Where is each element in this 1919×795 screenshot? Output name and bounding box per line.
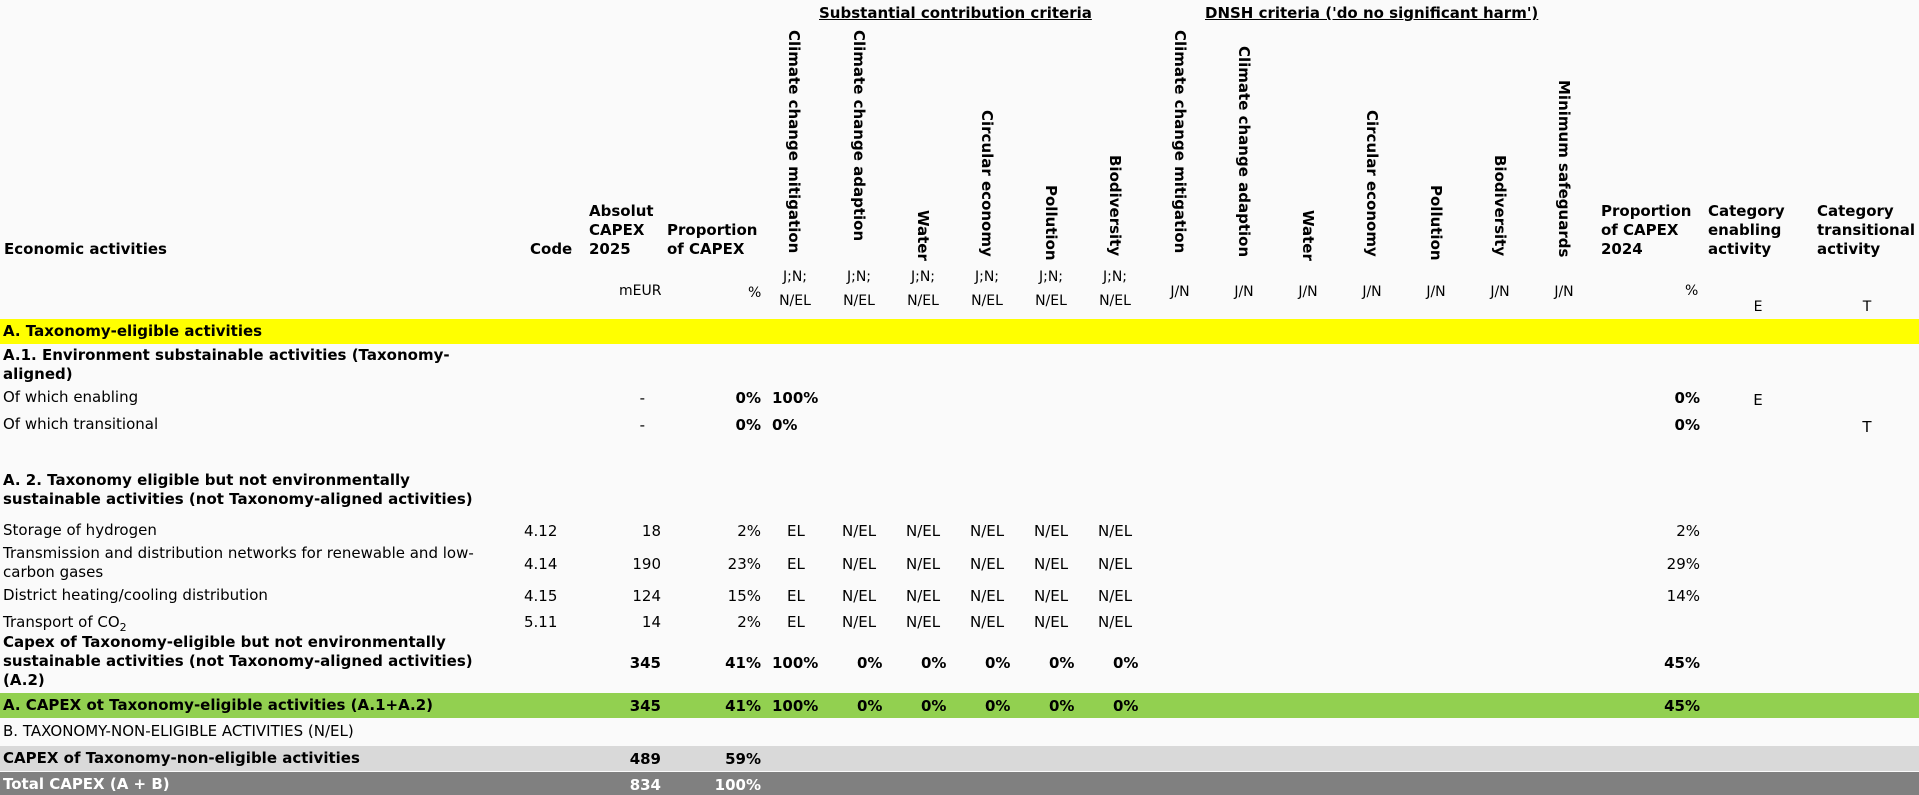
- row-label: Transmission and distribution networks for renewable and low-carbon gases: [3, 544, 474, 581]
- row-sc-pollution: N/EL: [1034, 613, 1069, 631]
- a2-total-sc-water: 0%: [921, 654, 947, 672]
- grand-total-proportion: 100%: [714, 776, 761, 794]
- row-sc-water: N/EL: [906, 613, 941, 631]
- row-sc-biodiversity: N/EL: [1098, 613, 1133, 631]
- row-sc-pollution: N/EL: [1034, 587, 1069, 605]
- a2-total-sc-mitigation: 100%: [772, 654, 819, 672]
- row-label: Storage of hydrogen: [3, 521, 157, 539]
- absolut-capex-header: Absolut CAPEX 2025: [589, 202, 654, 258]
- a-total-prop2024: 45%: [1664, 697, 1700, 715]
- row-sc-adaption: N/EL: [842, 613, 877, 631]
- sc-header-water: Water: [914, 210, 932, 261]
- a-total-absolut: 345: [629, 697, 661, 715]
- unit-dnsh-safeguards: J/N: [1554, 284, 1574, 300]
- unit-absolut: mEUR: [619, 283, 662, 299]
- row-proportion: 15%: [727, 587, 761, 605]
- dnsh-group-header: DNSH criteria ('do no significant harm'): [1205, 4, 1539, 22]
- a2-total-label: Capex of Taxonomy-eligible but not environmentally sustainable activities (not Taxonomy-aligned activities) (A.2): [3, 633, 473, 689]
- sc-header-circular: Circular economy: [978, 110, 996, 257]
- unit-transitional: T: [1862, 299, 1872, 315]
- dnsh-header-adaption: Climate change adaption: [1235, 46, 1253, 258]
- unit-sc-water: J;N; N/EL: [907, 269, 939, 309]
- row-sc-biodiversity: N/EL: [1098, 555, 1133, 573]
- row-sc-mitigation: 100%: [772, 389, 819, 407]
- row-code: 5.11: [524, 613, 558, 631]
- row-label: Of which enabling: [3, 388, 139, 406]
- row-sc-circular: N/EL: [970, 522, 1005, 540]
- category-transitional-header: Category transitional activity: [1817, 202, 1915, 258]
- a-total-sc-water: 0%: [921, 697, 947, 715]
- a2-total-sc-adaption: 0%: [857, 654, 883, 672]
- a2-total-sc-circular: 0%: [985, 654, 1011, 672]
- unit-dnsh-circular: J/N: [1362, 284, 1382, 300]
- row-prop2024: 2%: [1676, 522, 1700, 540]
- dnsh-header-circular: Circular economy: [1363, 110, 1381, 257]
- unit-dnsh-biodiversity: J/N: [1490, 284, 1510, 300]
- a2-total-prop2024: 45%: [1664, 654, 1700, 672]
- row-prop2024: 0%: [1674, 389, 1700, 407]
- proportion-2024-header: Proportion of CAPEX 2024: [1601, 202, 1692, 258]
- a-total-label: A. CAPEX ot Taxonomy-eligible activities (A.1+A.2): [3, 696, 433, 714]
- row-sc-water: N/EL: [906, 587, 941, 605]
- section-a1-title: A.1. Environment substainable activities (Taxonomy-aligned): [3, 346, 450, 383]
- a2-total-proportion: 41%: [725, 654, 761, 672]
- row-proportion: 0%: [735, 389, 761, 407]
- unit-sc-biodiversity: J;N; N/EL: [1099, 269, 1131, 309]
- a2-total-sc-biodiversity: 0%: [1113, 654, 1139, 672]
- a-total-proportion: 41%: [725, 697, 761, 715]
- section-a-band: [0, 319, 1919, 344]
- row-label: Of which transitional: [3, 415, 159, 433]
- row-absolut: 124: [632, 587, 661, 605]
- row-absolut: -: [639, 416, 645, 434]
- dnsh-header-safeguards: Minimum safeguards: [1555, 80, 1573, 258]
- dnsh-header-biodiversity: Biodiversity: [1491, 155, 1509, 257]
- row-enabling: E: [1753, 391, 1763, 409]
- row-sc-biodiversity: N/EL: [1098, 587, 1133, 605]
- row-proportion: 2%: [737, 522, 761, 540]
- sc-group-header: Substantial contribution criteria: [819, 4, 1092, 22]
- unit-dnsh-adaption: J/N: [1234, 284, 1254, 300]
- unit-sc-adaption: J;N; N/EL: [843, 269, 875, 309]
- a-total-sc-circular: 0%: [985, 697, 1011, 715]
- row-proportion: 2%: [737, 613, 761, 631]
- row-sc-mitigation: EL: [787, 613, 805, 631]
- sc-header-adaption: Climate change adaption: [850, 30, 868, 242]
- row-sc-circular: N/EL: [970, 587, 1005, 605]
- row-sc-mitigation: EL: [787, 555, 805, 573]
- unit-sc-mitigation: J;N; N/EL: [779, 269, 811, 309]
- unit-dnsh-pollution: J/N: [1426, 284, 1446, 300]
- row-sc-pollution: N/EL: [1034, 522, 1069, 540]
- economic-activities-header: Economic activities: [4, 240, 167, 258]
- b-total-label: CAPEX of Taxonomy-non-eligible activities: [3, 749, 360, 767]
- row-sc-water: N/EL: [906, 555, 941, 573]
- section-b-title: B. TAXONOMY-NON-ELIGIBLE ACTIVITIES (N/EL): [3, 722, 354, 740]
- sc-header-pollution: Pollution: [1042, 185, 1060, 261]
- row-sc-water: N/EL: [906, 522, 941, 540]
- row-sc-mitigation: EL: [787, 522, 805, 540]
- a-total-band: [0, 693, 1919, 718]
- section-a-title: A. Taxonomy-eligible activities: [3, 322, 263, 340]
- sc-header-mitigation: Climate change mitigation: [785, 30, 803, 254]
- row-absolut: 14: [641, 613, 661, 631]
- a-total-sc-biodiversity: 0%: [1113, 697, 1139, 715]
- unit-enabling: E: [1753, 299, 1763, 315]
- grand-total-absolut: 834: [629, 776, 661, 794]
- sc-header-biodiversity: Biodiversity: [1106, 155, 1124, 257]
- grand-total-band: [0, 772, 1919, 795]
- a-total-sc-pollution: 0%: [1049, 697, 1075, 715]
- a2-total-absolut: 345: [629, 654, 661, 672]
- row-code: 4.15: [524, 587, 558, 605]
- row-sc-adaption: N/EL: [842, 587, 877, 605]
- row-absolut: -: [639, 389, 645, 407]
- proportion-capex-header: Proportion of CAPEX: [667, 221, 758, 258]
- category-enabling-header: Category enabling activity: [1708, 202, 1785, 258]
- b-total-proportion: 59%: [725, 750, 761, 768]
- dnsh-header-mitigation: Climate change mitigation: [1171, 30, 1189, 254]
- row-sc-adaption: N/EL: [842, 522, 877, 540]
- row-absolut: 190: [632, 555, 661, 573]
- dnsh-header-water: Water: [1299, 210, 1317, 261]
- row-code: 4.14: [524, 555, 558, 573]
- code-header: Code: [530, 240, 573, 258]
- row-transitional: T: [1862, 418, 1872, 436]
- unit-sc-pollution: J;N; N/EL: [1035, 269, 1067, 309]
- row-code: 4.12: [524, 522, 558, 540]
- section-a2-title: A. 2. Taxonomy eligible but not environmentally sustainable activities (not Taxonomy-aligned activities): [3, 471, 473, 508]
- a2-total-sc-pollution: 0%: [1049, 654, 1075, 672]
- row-proportion: 0%: [735, 416, 761, 434]
- unit-sc-circular: J;N; N/EL: [971, 269, 1003, 309]
- row-sc-mitigation: EL: [787, 587, 805, 605]
- b-total-absolut: 489: [629, 750, 661, 768]
- unit-dnsh-water: J/N: [1298, 284, 1318, 300]
- row-sc-biodiversity: N/EL: [1098, 522, 1133, 540]
- row-prop2024: 0%: [1674, 416, 1700, 434]
- row-label: District heating/cooling distribution: [3, 586, 268, 604]
- a-total-sc-mitigation: 100%: [772, 697, 819, 715]
- row-prop2024: 14%: [1666, 587, 1700, 605]
- row-absolut: 18: [641, 522, 661, 540]
- b-total-band: [0, 746, 1919, 771]
- row-label: Transport of $CO_2$: [3, 613, 127, 634]
- unit-proportion: %: [748, 285, 762, 301]
- unit-proportion-2024: %: [1685, 283, 1699, 299]
- row-sc-circular: N/EL: [970, 555, 1005, 573]
- unit-dnsh-mitigation: J/N: [1170, 284, 1190, 300]
- grand-total-label: Total CAPEX (A + B): [3, 775, 170, 793]
- dnsh-header-pollution: Pollution: [1427, 185, 1445, 261]
- row-proportion: 23%: [727, 555, 761, 573]
- row-sc-pollution: N/EL: [1034, 555, 1069, 573]
- row-sc-adaption: N/EL: [842, 555, 877, 573]
- row-sc-circular: N/EL: [970, 613, 1005, 631]
- row-prop2024: 29%: [1666, 555, 1700, 573]
- a-total-sc-adaption: 0%: [857, 697, 883, 715]
- row-sc-mitigation: 0%: [772, 416, 798, 434]
